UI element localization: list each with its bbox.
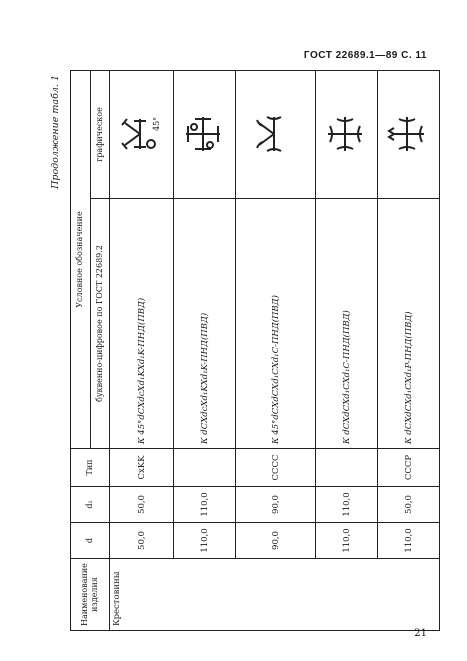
cell-type: СССС [236,449,316,487]
cell-designation: К 45°dCXdcXd₁KXd₁K-ПНД(ПВД) [110,199,174,449]
cross-45-plain-icon [251,112,297,158]
cell-designation: К dCXdcXd₁KXd₁K-ПНД(ПВД) [174,199,236,449]
cross-straight-socket-icon [180,112,226,158]
cell-graphic [378,71,440,199]
cell-type [316,449,378,487]
continuation-label: Продолжение табл. 1 [50,75,61,189]
table-header-row [71,71,91,631]
table-row [174,71,236,631]
col-name-header: Наименование изделия [71,559,110,631]
table-row [378,71,440,631]
cell-graphic [110,71,174,199]
cross-45-socket-icon [117,112,163,158]
page-number: 21 [414,628,427,639]
group-name: Крестовины [110,559,440,631]
cell-graphic [316,71,378,199]
products-table [70,70,440,631]
cross-threaded-icon [384,112,430,158]
table-row [236,71,316,631]
col-conditional-header: Условное обозначение [71,71,91,449]
cell-type: CxKK [110,449,174,487]
table-row [316,71,378,631]
cell-d: 110,0 [378,523,440,559]
col-graphic-header: графическое [90,71,110,199]
cell-d1: 50,0 [378,487,440,523]
col-type-header: Тип [71,449,110,487]
page-header: ГОСТ 22689.1—89 С. 11 [303,50,427,61]
cell-d: 110,0 [174,523,236,559]
cell-d: 110,0 [316,523,378,559]
cell-designation: К 45°dCXdCXd₁CXd₁C-ПНД(ПВД) [236,199,316,449]
cell-designation: К dCXdCXd₁CXd₁P-ПНД(ПВД) [378,199,440,449]
cell-d: 50,0 [110,523,174,559]
angle-label: 45° [152,117,161,132]
cell-type [174,449,236,487]
cross-straight-plain-icon [322,112,368,158]
cell-graphic [236,71,316,199]
cell-d1: 90,0 [236,487,316,523]
col-letter-header: буквенно-цифровое по ГОСТ 22689.2 [90,199,110,449]
cell-d1: 110,0 [316,487,378,523]
col-d1-header: d₁ [71,487,110,523]
table-row [110,71,174,631]
cell-designation: К dCXdCXd₁CXd₁C-ПНД(ПВД) [316,199,378,449]
cell-graphic [174,71,236,199]
cell-d1: 110,0 [174,487,236,523]
cell-d: 90,0 [236,523,316,559]
cell-type: СССР [378,449,440,487]
rotated-table-wrapper [50,71,430,631]
cell-d1: 50,0 [110,487,174,523]
col-d-header: d [71,523,110,559]
